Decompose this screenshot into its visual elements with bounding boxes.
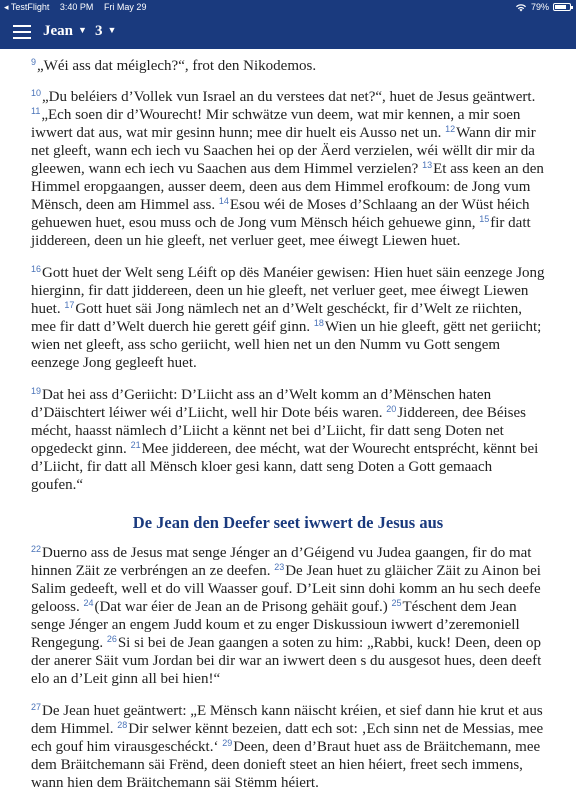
verse-number[interactable]: 19 <box>31 385 42 396</box>
book-name: Jean <box>43 23 73 39</box>
verse-text[interactable]: Wann dir mir net gleeft, wann ech iech vu Saachen hei op der Äerd verzielen, wéi wëllt dir mir da gleewen, wann ech iech vu Saachen aus dem Himmel verzielen? <box>31 125 536 178</box>
verse-number[interactable]: 18 <box>313 318 324 329</box>
verse-number[interactable]: 10 <box>31 88 42 99</box>
verse-number[interactable]: 25 <box>391 598 402 609</box>
paragraph <box>31 57 545 75</box>
chapter-selector[interactable] <box>95 23 116 40</box>
verse-text[interactable]: Téschent dem Jean senge Jénger an engem Judd koum et zu enger Diskussioun iwwert d’zeremoniell Rengegung. <box>31 599 520 652</box>
verse-text[interactable]: Si si bei de Jean gaangen a soten zu him: „Rabbi, kuck! Deen, deen op der anerer Säit vum Jordan bei dir war an iwwert deen s du ausgesot hues, deen deeft elo an d’Leit ginn all bei hien!“ <box>31 635 542 688</box>
status-bar <box>0 0 576 15</box>
verse-text[interactable]: Wien un hie gleeft, gëtt net geriicht; wien net gleeft, ass scho geriicht, well hien net un den Numm vu Gott sengem eenzege Jong gegleeft huet. <box>31 319 542 372</box>
verse-text[interactable]: Dir selwer kënnt bezeien, datt ech sot: ‚Ech sinn net de Messias, mee ech gouf him virausgeschéckt.‘ <box>31 721 544 756</box>
verse-number[interactable]: 28 <box>117 720 128 730</box>
verse-number[interactable]: 13 <box>422 160 433 171</box>
navigation-bar <box>0 15 576 49</box>
verse-number[interactable]: 23 <box>274 562 285 573</box>
verse-text[interactable]: Et ass keen an den Himmel eropgaangen, ausser deem, deen aus dem Himmel erofkoum: de Jong vum Mënsch, deen am Himmel ass. <box>31 161 544 214</box>
verse-number[interactable]: 24 <box>83 598 94 609</box>
verse-text[interactable]: Mee jiddereen, dee mécht, wat der Wourecht entsprécht, kënnt bei d’Liicht, fir datt all Mënsch kloer gesi kann, datt seng Doten a Gott gemaach goufen.“ <box>31 440 539 493</box>
verse-text[interactable]: De Jean huet geäntwert: „E Mënsch kann näischt kréien, et sief dann hie krut et aus dem Himmel. <box>31 702 543 737</box>
verse-text[interactable]: Dat hei ass d’Geriicht: D’Liicht ass an d’Welt komm an d’Mënschen haten d’Däischtert léiwer wéi d’Liicht, well hir Dote béis waren. <box>31 386 492 421</box>
verse-number[interactable]: 20 <box>386 403 397 414</box>
verse-number[interactable]: 14 <box>218 196 229 207</box>
verse-text[interactable]: „Ech soen dir d’Wourecht! Mir schwätze vun deem, wat mir kennen, a mir soen iwwert dat aus, wat mir gesinn hunn; mee dir huelt eis Ausso net un. <box>31 107 521 142</box>
verse-number[interactable]: 15 <box>479 214 490 225</box>
verse-text[interactable]: Deen, deen d’Braut huet ass de Bräitchemann, mee dem Bräitchemann säi Frënd, deen donieft steet an hien héiert, freet sech immens, wann hien dem Bräitchemann säi Stëmm héiert. <box>31 739 541 792</box>
verse-number[interactable]: 22 <box>31 544 42 555</box>
status-right <box>515 2 571 12</box>
paragraph-group-2 <box>31 544 545 792</box>
verse-text[interactable]: „Du beléiers d’Vollek vun Israel an du verstees dat net?“, huet de Jesus geäntwert. <box>42 89 536 106</box>
verse-number[interactable]: 16 <box>31 263 42 274</box>
verse-number[interactable]: 21 <box>130 439 141 450</box>
verse-text[interactable]: Esou wéi de Moses d’Schlaang an der Wüst héich gehuewen huet, esou muss och de Jong vum Mënsch héich gehuewe ginn, <box>31 197 530 232</box>
paragraph <box>31 264 545 372</box>
paragraph <box>31 386 545 494</box>
book-dropdown-caret-icon: ▼ <box>78 25 87 35</box>
verse-number[interactable]: 26 <box>106 634 117 645</box>
back-to-testflight-link[interactable]: ◂ TestFlight <box>4 2 50 12</box>
verse-number[interactable]: 11 <box>31 106 41 117</box>
verse-number[interactable]: 17 <box>64 300 75 311</box>
section-heading: De Jean den Deefer seet iwwert de Jesus aus <box>132 513 444 533</box>
verse-text[interactable]: Jiddereen, dee Béises mécht, haasst nämlech d’Liicht a kënnt net bei d’Liicht, fir datt seng Doten net opgedeckt ginn. <box>31 404 527 457</box>
verse-text[interactable]: Duerno ass de Jesus mat senge Jénger an d’Géigend vu Judea gaangen, fir do mat hinnen Zäit ze verbréngen an ze deefen. <box>31 545 532 580</box>
verse-text[interactable]: Gott huet säi Jong nämlech net an d’Welt geschéckt, fir d’Welt ze riichten, mee fir datt d’Welt duerch hie gerett géif ginn. <box>31 301 522 336</box>
verse-number[interactable]: 27 <box>31 701 42 712</box>
status-left <box>4 2 154 13</box>
status-time: 3:40 PM <box>59 2 94 12</box>
verse-number[interactable]: 29 <box>222 738 233 749</box>
verse-text[interactable]: (Dat war éier de Jean an de Prisong gehäit gouf.) <box>94 599 388 616</box>
chapter-number: 3 <box>95 23 103 39</box>
paragraph <box>31 702 545 792</box>
verse-number[interactable]: 9 <box>31 56 37 67</box>
battery-icon <box>553 3 571 11</box>
paragraph <box>31 88 545 250</box>
chapter-dropdown-caret-icon: ▼ <box>107 25 117 35</box>
verse-text[interactable]: De Jean huet zu gläicher Zäit zu Ainon bei Salim gedeeft, well et do vill Waasser gouf. D’Leit sinn dohi komm an hu sech deefe gelooss. <box>31 563 541 616</box>
battery-fill <box>555 5 566 9</box>
verse-number[interactable]: 12 <box>445 124 456 135</box>
verse-text[interactable]: fir datt jiddereen, deen un hie gleeft, net verluer geet, mee éiwegt Liewen huet. <box>31 215 531 250</box>
book-selector[interactable] <box>43 23 87 40</box>
verse-text[interactable]: Gott huet der Welt seng Léift op dës Manéier gewisen: Hien huet säin eenzege Jong hierginn, fir datt jiddereen, deen un hie gleeft, net verluer geet, mee éiwegt Liewen huet. <box>31 264 545 318</box>
menu-icon[interactable] <box>13 25 31 39</box>
wifi-icon <box>515 3 527 12</box>
battery-percent: 79% <box>530 2 549 12</box>
verse-text[interactable]: „Wéi ass dat méiglech?“, frot den Nikodemos. <box>37 57 317 74</box>
paragraph-group-1 <box>31 57 545 495</box>
paragraph <box>31 544 545 688</box>
scripture-content[interactable] <box>31 49 545 806</box>
status-date: Fri May 29 <box>103 2 147 12</box>
